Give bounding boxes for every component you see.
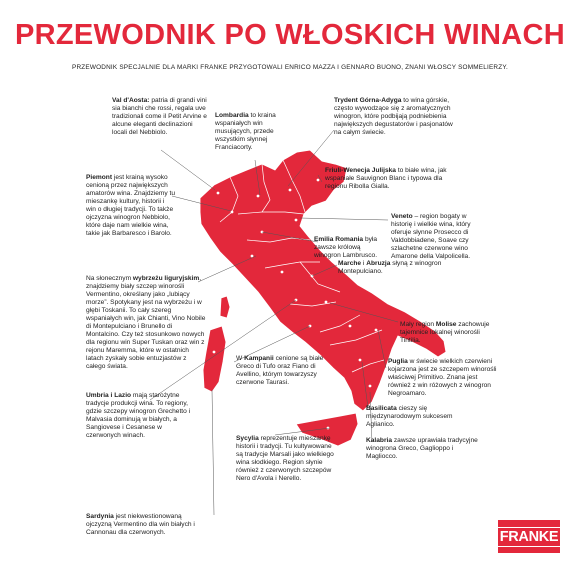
note-lombardia: Lombardia to kraina wspaniałych win musujących, przede wszystkim słynnej Franciacorty. (215, 112, 276, 151)
note-friuli: Friuli-Wenecja Julijska to białe wina, jak wspaniałe Sauvignon Blanc i typowa dla regionu Ribolla Gialla. (325, 167, 447, 190)
note-trydent: Trydent Górna-Adyga to wina górskie, często wywodzące się z aromatycznych winogron, które podbijają podniebienia największych degustatorów i pasjonatów na całym świecie. (334, 97, 453, 136)
note-sycylia: Sycylia reprezentuje mieszankę historii i tradycji. Tu kultywowane są tradycje Marsali jako wielkiego wina słodkiego. Region słynie również z czerwonych szczepów Nero d'Avola i Nerello. (236, 435, 334, 482)
note-liguria: Na słonecznym wybrzeżu liguryjskim, znajdziemy biały szczep winorośli Vermentino, określany jako „lubiący morze”. Spotykany jest na wybrzeżu i w głębi Toskanii. To cały szereg wspaniałych win, jak Chianti, Vino Nobile di Montepulciano i Brunello di Montalcino. Czy też stosunkowo nowych dla regionu win Super Tuskan oraz win z rejonu Maremma, które w ostatnich latach zyskały sobie entuzjastów z całego świata. (86, 275, 206, 370)
note-sardynia: Sardynia jest niekwestionowaną ojczyzną Vermentino dla win białych i Cannonau dla czerwonych. (86, 513, 195, 536)
page-subtitle: PRZEWODNIK SPECJALNIE DLA MARKI FRANKE PRZYGOTOWALI ENRICO MAZZA I GENNARO BUONO, ZNANI WŁOSCY SOMMELIERZY. (72, 64, 508, 71)
franke-logo: FRANKE (498, 520, 560, 553)
note-piemont: Piemont jest krainą wysoko cenioną przez największych amatorów wina. Znajdziemy tu mieszankę kultury, historii i win o długiej tradycji. To także ojczyzna winogron Nebbiolo, które daje nam wielkie wina, takie jak Barbaresco i Barolo. (86, 174, 176, 237)
page-title: PRZEWODNIK PO WŁOSKICH WINACH (15, 19, 565, 51)
note-emilia: Emilia Romania była zawsze królową winogron Lambrusco. (314, 236, 378, 259)
note-umbria: Umbria i Lazio mają starożytne tradycje produkcji wina. To regiony, gdzie szczepy winogron Grechetto i Malvasia dominują w białych, a Sangiovese i Cesanese w czerwonych winach. (86, 392, 191, 439)
corsica-island (220, 296, 230, 318)
note-kalabria: Kalabria zawsze uprawiała tradycyjne winogrona Greco, Gaglioppo i Magliocco. (366, 437, 478, 460)
note-molise: Mały region Molise zachowuje tajemnice lokalnej winorośli Tintilia. (400, 321, 490, 344)
note-veneto: Veneto – region bogaty w historię i wielkie wina, który oferuje słynne Prosecco di Valdobbiadene, Soave czy szlachetne czerwone wino Amarone della Valpolicella. (391, 213, 471, 260)
note-kampania: W Kampanii cenione są białe Greco di Tufo oraz Fiano di Avellino, którym towarzyszy czerwone Taurasi. (236, 355, 324, 386)
note-marche: Marche i Abruzja słyną z winogron Montepulciano. (338, 260, 442, 275)
sardinia-island (203, 326, 226, 392)
note-basilicata: Basilicata cieszy się międzynarodowym sukcesem Aglianico. (366, 405, 453, 428)
note-valle-daosta: Val d'Aosta: patria di grandi vini sia bianchi che rossi, regala uve tradizionali come il Petit Arvine e alcune eleganti declinazioni locali del Nebbiolo. (112, 97, 207, 136)
note-puglia: Puglia w świecie wielkich czerwieni kojarzona jest ze szczepem winorośli właściwej Primitivo. Znana jest również z win różowych z winogron Negroamaro. (388, 358, 497, 397)
